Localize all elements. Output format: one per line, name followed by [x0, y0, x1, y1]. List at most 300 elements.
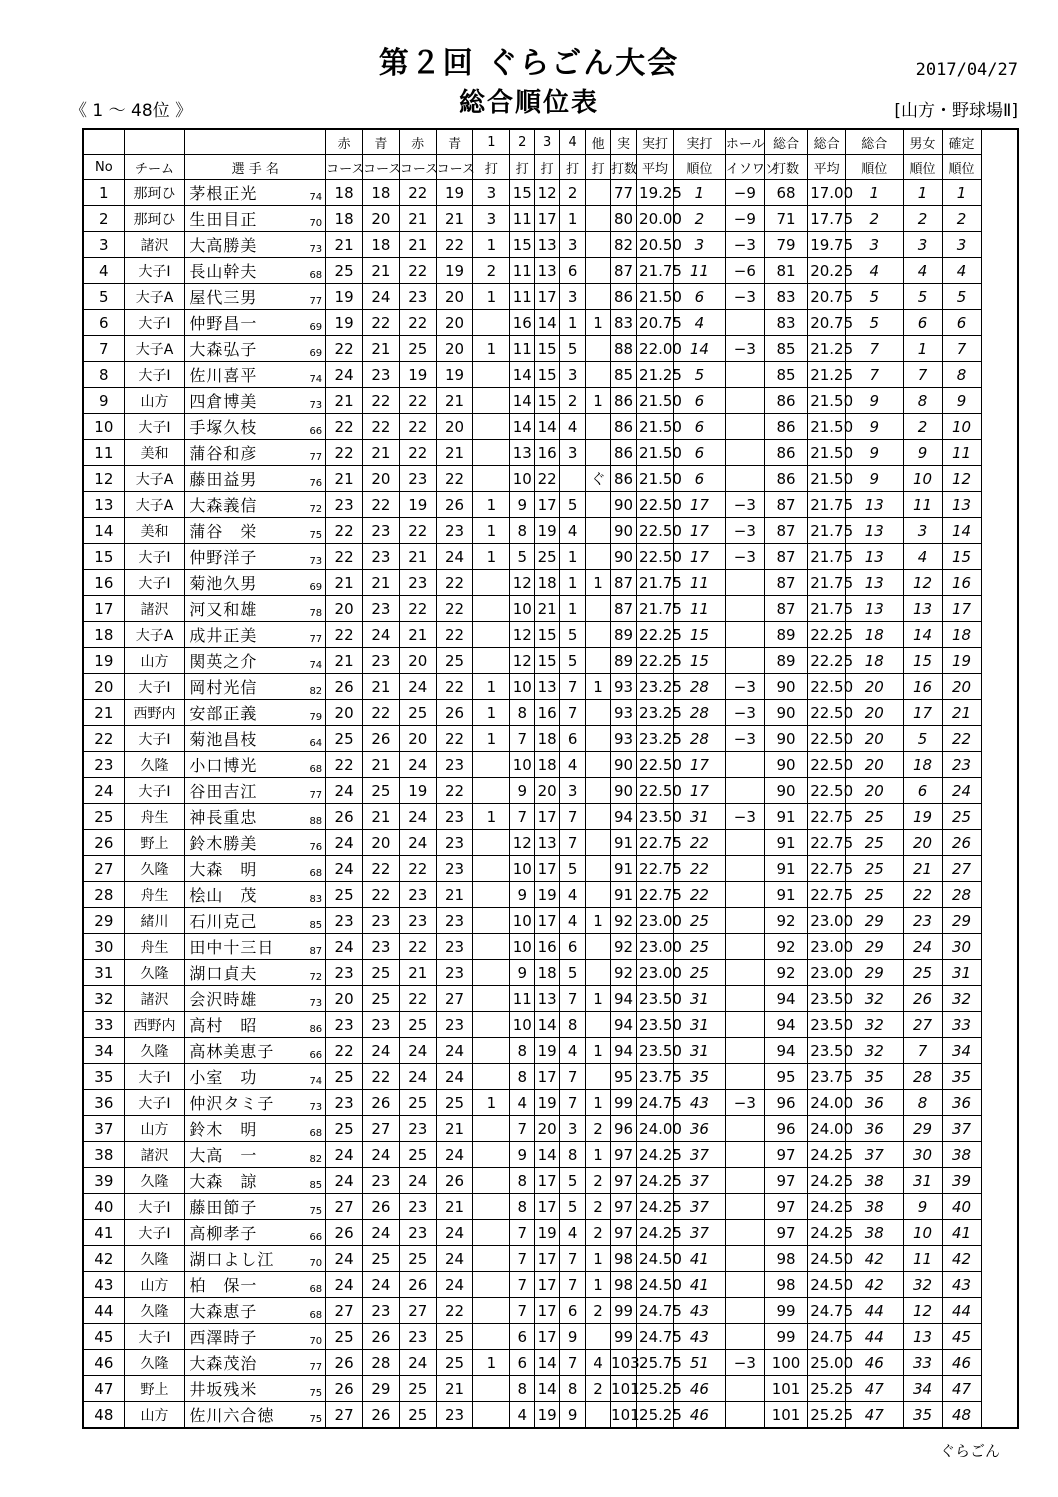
table-row	[83, 1246, 1018, 1272]
cell-team: 久隆	[124, 1038, 185, 1064]
player-name: 会沢時雄	[189, 990, 258, 1009]
cell-strokes-4: 7	[560, 700, 586, 726]
cell-team: 久隆	[124, 1246, 185, 1272]
cell-name	[185, 1012, 326, 1038]
header-cell: 実	[611, 129, 637, 155]
cell-strokes-4: 1	[560, 596, 586, 622]
header-cell: 順位	[903, 155, 942, 180]
cell-strokes-1: 1	[473, 336, 510, 362]
cell-strokes-2: 15	[510, 232, 535, 258]
cell-avg: 22.25	[637, 648, 674, 674]
cell-course-1: 18	[326, 206, 363, 232]
cell-strokes-3: 14	[535, 414, 560, 440]
table-row	[83, 1142, 1018, 1168]
cell-grand-rank: 9	[846, 414, 903, 440]
cell-no: 12	[83, 466, 124, 492]
cell-rank: 37	[673, 1220, 725, 1246]
cell-course-3: 24	[399, 674, 436, 700]
cell-grand-avg: 20.75	[808, 284, 846, 310]
player-name: 手塚久枝	[189, 418, 258, 437]
player-name: 高柳孝子	[189, 1224, 258, 1243]
cell-course-4: 23	[436, 908, 473, 934]
cell-grand-rank: 38	[846, 1168, 903, 1194]
cell-strokes-2: 8	[510, 1064, 535, 1090]
cell-no: 24	[83, 778, 124, 804]
cell-strokes-other	[586, 752, 611, 778]
cell-final-rank: 37	[942, 1116, 981, 1142]
cell-course-1: 22	[326, 336, 363, 362]
cell-grand-rank: 42	[846, 1246, 903, 1272]
cell-grand-avg: 21.50	[808, 388, 846, 414]
player-name: 小口博光	[189, 756, 258, 775]
cell-name	[185, 1220, 326, 1246]
header-blank	[124, 129, 185, 155]
cell-strokes-other	[586, 1064, 611, 1090]
cell-course-1: 19	[326, 284, 363, 310]
cell-strokes-other	[586, 882, 611, 908]
cell-course-2: 22	[363, 414, 400, 440]
cell-rank: 28	[673, 726, 725, 752]
player-age: 78	[309, 608, 323, 619]
cell-rank: 6	[673, 466, 725, 492]
cell-team: 大子Ⅰ	[124, 544, 185, 570]
cell-course-3: 19	[399, 492, 436, 518]
cell-strokes-other	[586, 414, 611, 440]
cell-rank: 36	[673, 1116, 725, 1142]
cell-gender-rank: 14	[903, 622, 942, 648]
player-age: 66	[309, 1050, 323, 1061]
header-cell: 順位	[846, 155, 903, 180]
player-name: 鈴木 明	[189, 1120, 258, 1139]
cell-total: 86	[611, 284, 637, 310]
cell-team: 西野内	[124, 700, 185, 726]
cell-total: 101	[611, 1376, 637, 1402]
cell-grand-total: 87	[764, 596, 807, 622]
cell-course-3: 23	[399, 908, 436, 934]
cell-team: 大子Ⅰ	[124, 1324, 185, 1350]
player-name: 蒲谷和彦	[189, 444, 258, 463]
cell-name	[185, 1246, 326, 1272]
cell-course-1: 24	[326, 1272, 363, 1298]
footer-brand: ぐらごん	[939, 1442, 1000, 1460]
cell-grand-total: 94	[764, 1038, 807, 1064]
cell-strokes-3: 19	[535, 518, 560, 544]
cell-team: 美和	[124, 440, 185, 466]
cell-course-3: 20	[399, 648, 436, 674]
cell-strokes-2: 11	[510, 336, 535, 362]
cell-rank: 15	[673, 622, 725, 648]
table-row	[83, 206, 1018, 232]
cell-strokes-1	[473, 1220, 510, 1246]
cell-course-4: 24	[436, 1038, 473, 1064]
cell-team: 山方	[124, 1116, 185, 1142]
cell-strokes-other: 2	[586, 1168, 611, 1194]
cell-grand-rank: 20	[846, 752, 903, 778]
cell-final-rank: 4	[942, 258, 981, 284]
cell-grand-total: 90	[764, 674, 807, 700]
player-name: 菊池久男	[189, 574, 258, 593]
cell-course-3: 21	[399, 544, 436, 570]
header-cell: 平均	[808, 155, 846, 180]
cell-course-4: 24	[436, 1272, 473, 1298]
player-age: 73	[309, 998, 323, 1009]
cell-hole-in-one	[725, 466, 764, 492]
cell-grand-rank: 32	[846, 986, 903, 1012]
cell-course-1: 25	[326, 882, 363, 908]
cell-course-1: 26	[326, 1350, 363, 1376]
table-row	[83, 1038, 1018, 1064]
cell-gender-rank: 3	[903, 518, 942, 544]
cell-rank: 17	[673, 492, 725, 518]
cell-course-3: 23	[399, 284, 436, 310]
player-age: 77	[309, 634, 323, 645]
cell-course-1: 26	[326, 1220, 363, 1246]
header-cell: コース	[363, 155, 400, 180]
cell-course-1: 27	[326, 1298, 363, 1324]
cell-gender-rank: 3	[903, 232, 942, 258]
cell-grand-rank: 38	[846, 1194, 903, 1220]
cell-total: 77	[611, 180, 637, 206]
cell-strokes-3: 17	[535, 1168, 560, 1194]
cell-final-rank: 28	[942, 882, 981, 908]
player-name: 田中十三日	[189, 938, 275, 957]
player-name: 西澤時子	[189, 1328, 258, 1347]
cell-course-2: 21	[363, 804, 400, 830]
cell-course-3: 25	[399, 1090, 436, 1116]
cell-grand-rank: 7	[846, 362, 903, 388]
cell-strokes-1	[473, 440, 510, 466]
player-name: 大森 明	[189, 860, 258, 879]
cell-grand-rank: 13	[846, 570, 903, 596]
cell-final-rank: 3	[942, 232, 981, 258]
cell-strokes-1	[473, 1194, 510, 1220]
cell-rank: 31	[673, 1012, 725, 1038]
cell-name	[185, 180, 326, 206]
cell-strokes-2: 8	[510, 518, 535, 544]
cell-course-1: 20	[326, 596, 363, 622]
cell-strokes-other	[586, 232, 611, 258]
cell-team: 大子A	[124, 466, 185, 492]
cell-course-4: 22	[436, 1298, 473, 1324]
cell-strokes-3: 17	[535, 492, 560, 518]
cell-strokes-other	[586, 544, 611, 570]
cell-gender-rank: 7	[903, 362, 942, 388]
cell-avg: 23.25	[637, 674, 674, 700]
cell-no: 18	[83, 622, 124, 648]
cell-grand-rank: 20	[846, 700, 903, 726]
cell-rank: 14	[673, 336, 725, 362]
header-cell: 赤	[399, 129, 436, 155]
cell-gender-rank: 13	[903, 1324, 942, 1350]
header-cell: 他	[586, 129, 611, 155]
cell-hole-in-one: −3	[725, 1090, 764, 1116]
cell-course-4: 23	[436, 752, 473, 778]
cell-strokes-1: 1	[473, 518, 510, 544]
cell-avg: 22.50	[637, 778, 674, 804]
cell-total: 87	[611, 258, 637, 284]
cell-grand-total: 95	[764, 1064, 807, 1090]
table-row	[83, 570, 1018, 596]
cell-strokes-2: 11	[510, 986, 535, 1012]
cell-course-1: 21	[326, 466, 363, 492]
cell-rank: 25	[673, 908, 725, 934]
cell-course-2: 18	[363, 232, 400, 258]
cell-strokes-3: 19	[535, 882, 560, 908]
cell-strokes-2: 10	[510, 752, 535, 778]
table-row	[83, 622, 1018, 648]
cell-total: 94	[611, 1038, 637, 1064]
cell-final-rank: 32	[942, 986, 981, 1012]
cell-course-4: 25	[436, 1350, 473, 1376]
cell-total: 99	[611, 1090, 637, 1116]
cell-course-4: 23	[436, 804, 473, 830]
cell-course-1: 22	[326, 1038, 363, 1064]
table-row	[83, 700, 1018, 726]
cell-hole-in-one	[725, 1220, 764, 1246]
cell-course-2: 21	[363, 674, 400, 700]
player-age: 83	[309, 894, 323, 905]
cell-avg: 25.25	[637, 1376, 674, 1402]
cell-grand-rank: 9	[846, 388, 903, 414]
cell-total: 86	[611, 440, 637, 466]
cell-strokes-3: 15	[535, 336, 560, 362]
header-cell: No	[83, 155, 124, 180]
cell-grand-avg: 24.25	[808, 1194, 846, 1220]
cell-grand-total: 100	[764, 1350, 807, 1376]
cell-course-1: 26	[326, 1376, 363, 1402]
cell-avg: 23.75	[637, 1064, 674, 1090]
cell-strokes-1: 1	[473, 492, 510, 518]
cell-name	[185, 804, 326, 830]
cell-strokes-4: 7	[560, 1064, 586, 1090]
cell-course-1: 21	[326, 648, 363, 674]
table-row	[83, 1194, 1018, 1220]
cell-grand-avg: 23.50	[808, 986, 846, 1012]
player-age: 69	[309, 582, 323, 593]
cell-no: 7	[83, 336, 124, 362]
table-row	[83, 388, 1018, 414]
cell-team: 諸沢	[124, 232, 185, 258]
cell-strokes-2: 10	[510, 596, 535, 622]
cell-course-4: 21	[436, 1376, 473, 1402]
cell-strokes-3: 17	[535, 856, 560, 882]
cell-strokes-3: 17	[535, 1298, 560, 1324]
cell-course-1: 24	[326, 934, 363, 960]
cell-hole-in-one: −3	[725, 1350, 764, 1376]
cell-gender-rank: 32	[903, 1272, 942, 1298]
cell-grand-rank: 13	[846, 492, 903, 518]
header-row-bottom	[83, 155, 1018, 180]
cell-final-rank: 26	[942, 830, 981, 856]
player-age: 74	[309, 1076, 323, 1087]
cell-hole-in-one	[725, 648, 764, 674]
cell-rank: 3	[673, 232, 725, 258]
cell-course-4: 23	[436, 856, 473, 882]
cell-grand-avg: 22.50	[808, 700, 846, 726]
cell-course-2: 23	[363, 1298, 400, 1324]
cell-hole-in-one	[725, 1246, 764, 1272]
cell-name	[185, 362, 326, 388]
cell-total: 90	[611, 752, 637, 778]
cell-avg: 19.25	[637, 180, 674, 206]
cell-course-2: 26	[363, 1324, 400, 1350]
cell-rank: 1	[673, 180, 725, 206]
cell-course-2: 20	[363, 466, 400, 492]
cell-course-2: 25	[363, 778, 400, 804]
cell-total: 90	[611, 518, 637, 544]
cell-course-4: 22	[436, 232, 473, 258]
cell-final-rank: 10	[942, 414, 981, 440]
cell-strokes-3: 15	[535, 388, 560, 414]
cell-course-2: 28	[363, 1350, 400, 1376]
cell-rank: 25	[673, 960, 725, 986]
cell-team: 諸沢	[124, 1142, 185, 1168]
cell-grand-total: 87	[764, 518, 807, 544]
cell-strokes-1	[473, 388, 510, 414]
cell-grand-total: 99	[764, 1324, 807, 1350]
cell-strokes-2: 8	[510, 1194, 535, 1220]
cell-grand-total: 79	[764, 232, 807, 258]
cell-total: 99	[611, 1298, 637, 1324]
cell-strokes-3: 18	[535, 960, 560, 986]
cell-grand-avg: 24.25	[808, 1168, 846, 1194]
player-name: 蒲谷 栄	[189, 522, 258, 541]
cell-no: 15	[83, 544, 124, 570]
cell-team: 大子Ⅰ	[124, 414, 185, 440]
cell-no: 46	[83, 1350, 124, 1376]
cell-strokes-1	[473, 934, 510, 960]
cell-final-rank: 46	[942, 1350, 981, 1376]
cell-strokes-3: 16	[535, 440, 560, 466]
cell-strokes-3: 20	[535, 1116, 560, 1142]
player-name: 四倉博美	[189, 392, 258, 411]
cell-strokes-other	[586, 596, 611, 622]
header-cell: コース	[326, 155, 363, 180]
cell-course-4: 21	[436, 440, 473, 466]
cell-strokes-3: 20	[535, 778, 560, 804]
cell-course-3: 19	[399, 362, 436, 388]
cell-gender-rank: 9	[903, 440, 942, 466]
cell-rank: 37	[673, 1194, 725, 1220]
cell-course-1: 21	[326, 388, 363, 414]
cell-strokes-other	[586, 206, 611, 232]
cell-no: 31	[83, 960, 124, 986]
cell-avg: 22.50	[637, 544, 674, 570]
player-name: 大森茂治	[189, 1354, 258, 1373]
table-row	[83, 856, 1018, 882]
cell-gender-rank: 9	[903, 1194, 942, 1220]
cell-course-2: 23	[363, 596, 400, 622]
cell-avg: 21.75	[637, 258, 674, 284]
cell-rank: 31	[673, 804, 725, 830]
cell-course-1: 23	[326, 1090, 363, 1116]
cell-course-3: 25	[399, 700, 436, 726]
cell-course-2: 21	[363, 752, 400, 778]
cell-gender-rank: 1	[903, 336, 942, 362]
cell-course-3: 27	[399, 1298, 436, 1324]
header-cell: 総合	[808, 129, 846, 155]
cell-hole-in-one	[725, 1012, 764, 1038]
cell-grand-avg: 21.75	[808, 596, 846, 622]
cell-course-2: 26	[363, 1402, 400, 1429]
table-row	[83, 440, 1018, 466]
cell-grand-total: 85	[764, 336, 807, 362]
cell-total: 86	[611, 388, 637, 414]
cell-final-rank: 36	[942, 1090, 981, 1116]
cell-name	[185, 284, 326, 310]
cell-name	[185, 856, 326, 882]
cell-course-2: 22	[363, 310, 400, 336]
cell-strokes-4: 5	[560, 856, 586, 882]
cell-no: 23	[83, 752, 124, 778]
cell-gender-rank: 31	[903, 1168, 942, 1194]
cell-grand-rank: 7	[846, 336, 903, 362]
table-row	[83, 544, 1018, 570]
cell-name	[185, 882, 326, 908]
cell-grand-rank: 29	[846, 934, 903, 960]
cell-gender-rank: 35	[903, 1402, 942, 1429]
cell-grand-avg: 21.50	[808, 440, 846, 466]
cell-strokes-2: 10	[510, 908, 535, 934]
cell-no: 26	[83, 830, 124, 856]
header-blank	[83, 129, 124, 155]
table-row	[83, 1064, 1018, 1090]
player-name: 大森義信	[189, 496, 258, 515]
cell-grand-total: 91	[764, 804, 807, 830]
cell-no: 17	[83, 596, 124, 622]
cell-rank: 11	[673, 570, 725, 596]
cell-final-rank: 48	[942, 1402, 981, 1429]
player-age: 70	[309, 218, 323, 229]
venue-label: [山方・野球場Ⅱ]	[894, 101, 1018, 121]
cell-final-rank: 8	[942, 362, 981, 388]
cell-rank: 22	[673, 882, 725, 908]
cell-strokes-other	[586, 440, 611, 466]
cell-final-rank: 7	[942, 336, 981, 362]
cell-grand-rank: 32	[846, 1038, 903, 1064]
cell-grand-rank: 4	[846, 258, 903, 284]
cell-course-4: 19	[436, 180, 473, 206]
table-row	[83, 648, 1018, 674]
cell-grand-avg: 24.25	[808, 1220, 846, 1246]
cell-final-rank: 23	[942, 752, 981, 778]
cell-grand-total: 90	[764, 778, 807, 804]
cell-rank: 31	[673, 986, 725, 1012]
cell-strokes-4: 5	[560, 960, 586, 986]
cell-strokes-2: 11	[510, 284, 535, 310]
cell-grand-total: 98	[764, 1272, 807, 1298]
cell-course-1: 25	[326, 726, 363, 752]
cell-course-4: 22	[436, 674, 473, 700]
player-name: 屋代三男	[189, 288, 258, 307]
cell-total: 91	[611, 882, 637, 908]
cell-strokes-1	[473, 310, 510, 336]
cell-strokes-4: 1	[560, 570, 586, 596]
cell-rank: 22	[673, 830, 725, 856]
cell-strokes-4: 4	[560, 518, 586, 544]
cell-grand-avg: 24.75	[808, 1324, 846, 1350]
cell-strokes-4: 6	[560, 934, 586, 960]
cell-course-3: 22	[399, 986, 436, 1012]
cell-final-rank: 22	[942, 726, 981, 752]
rank-range-label: 《 1 ～ 48位 》	[70, 101, 193, 121]
table-row	[83, 1116, 1018, 1142]
cell-team: 久隆	[124, 752, 185, 778]
cell-total: 88	[611, 336, 637, 362]
cell-grand-rank: 18	[846, 622, 903, 648]
cell-no: 10	[83, 414, 124, 440]
cell-course-4: 24	[436, 1220, 473, 1246]
